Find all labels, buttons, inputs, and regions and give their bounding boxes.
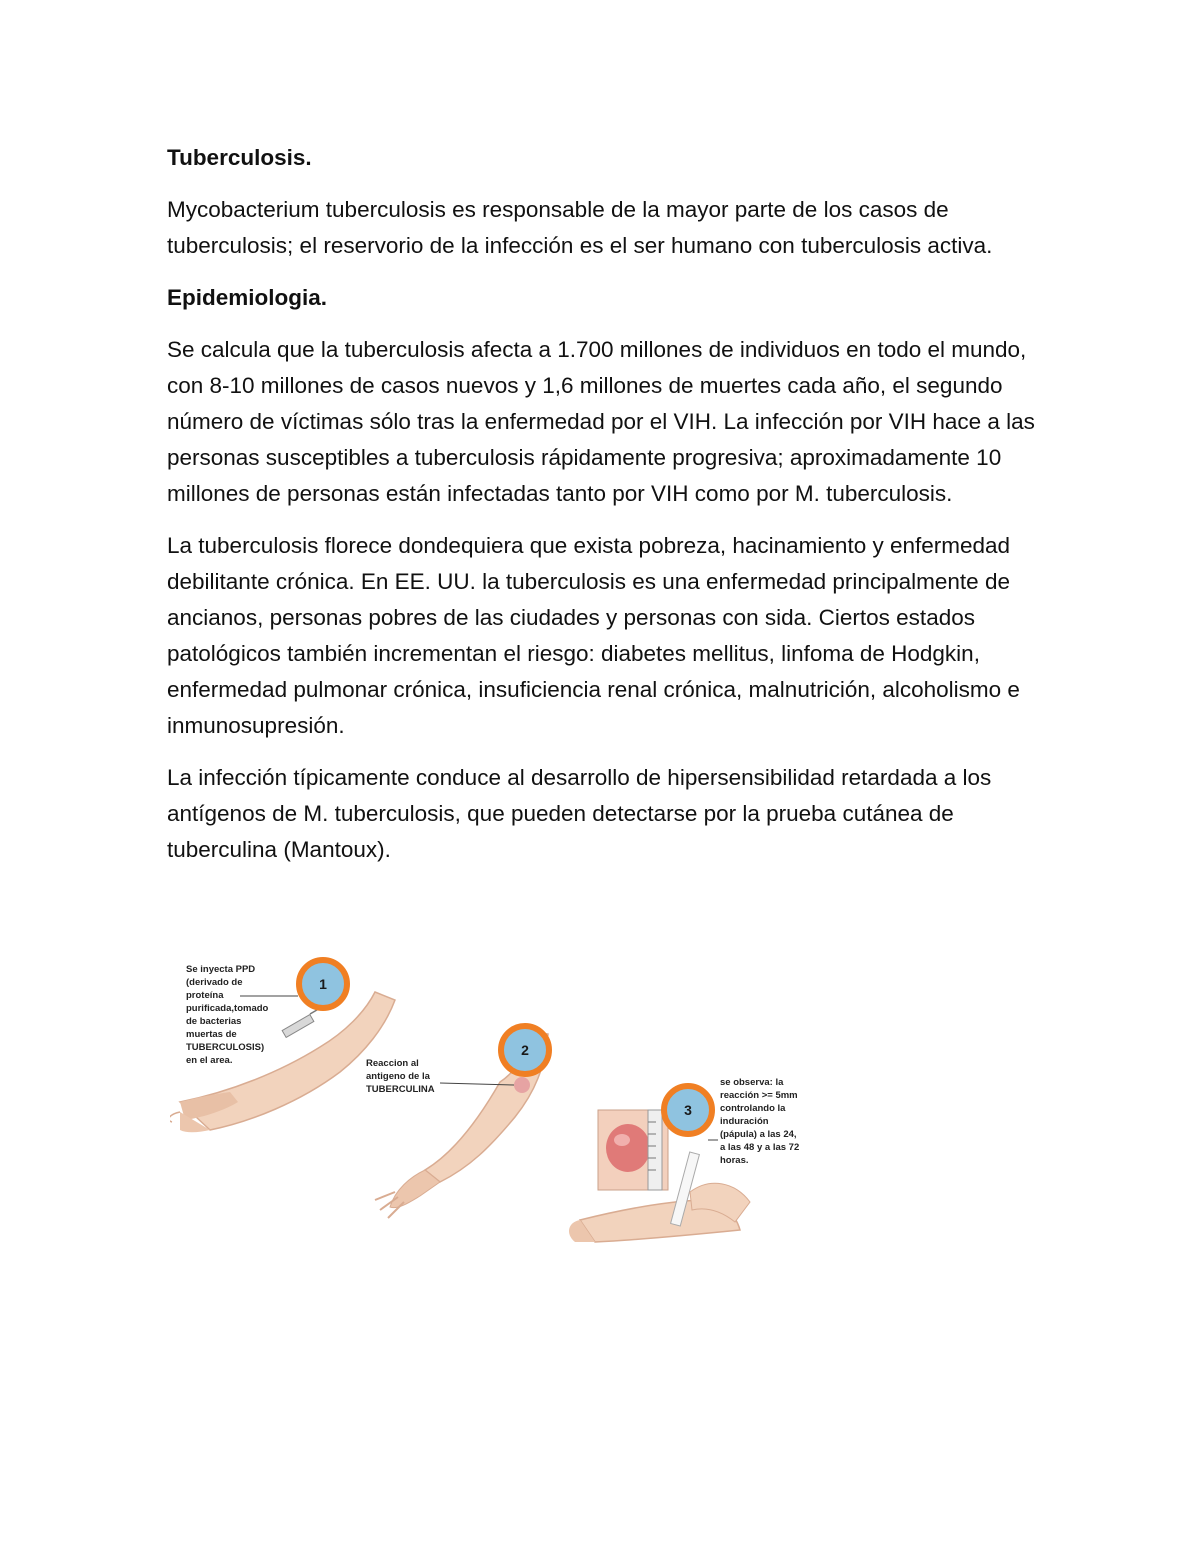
step-3-caption: se observa: la reacción >= 5mm controlando la induración (pápula) a las 24, a las 48 y a las 72 horas.	[720, 1077, 800, 1166]
step-1-number: 1	[319, 976, 327, 992]
heading-tuberculosis: Tuberculosis.	[167, 145, 312, 170]
syringe-icon	[282, 1007, 322, 1037]
heading-epidemiologia: Epidemiologia.	[167, 285, 328, 310]
document-body	[167, 140, 1047, 868]
mantoux-test-illustration	[170, 952, 850, 1262]
reaction-spot	[514, 1077, 530, 1093]
paragraph-intro: Mycobacterium tuberculosis es responsable de la mayor parte de los casos de tuberculosis; el reservorio de la infección es el ser humano con tuberculosis activa.	[167, 197, 993, 258]
paragraph-epidemiology: Se calcula que la tuberculosis afecta a 1.700 millones de individuos en todo el mundo, con 8-10 millones de casos nuevos y 1,6 millones de muertes cada año, el segundo número de víctimas sólo tras la enfermedad por el VIH. La infección por VIH hace a las personas susceptibles a tuberculosis rápidamente progresiva; aproximadamente 10 millones de personas están infectadas tanto por VIH como por M. tuberculosis.	[167, 337, 1035, 506]
step-3-number: 3	[684, 1102, 692, 1118]
step-1-caption: Se inyecta PPD (derivado de proteína purificada,tomado de bacterias muertas de TUBERCULOSIS) en el area.	[186, 964, 269, 1066]
paragraph-risk-factors: La tuberculosis florece dondequiera que exista pobreza, hacinamiento y enfermedad debilitante crónica. En EE. UU. la tuberculosis es una enfermedad principalmente de ancianos, personas pobres de las ciudades y personas con sida. Ciertos estados patológicos también incrementan el riesgo: diabetes mellitus, linfoma de Hodgkin, enfermedad pulmonar crónica, insuficiencia renal crónica, malnutrición, alcoholismo e inmunosupresión.	[167, 533, 1020, 738]
step-2-number: 2	[521, 1042, 529, 1058]
paragraph-mantoux: La infección típicamente conduce al desarrollo de hipersensibilidad retardada a los antígenos de M. tuberculosis, que pueden detectarse por la prueba cutánea de tuberculina (Mantoux).	[167, 765, 992, 862]
step-2-caption: Reaccion al antigeno de la TUBERCULINA	[366, 1058, 435, 1095]
papule	[606, 1124, 650, 1172]
